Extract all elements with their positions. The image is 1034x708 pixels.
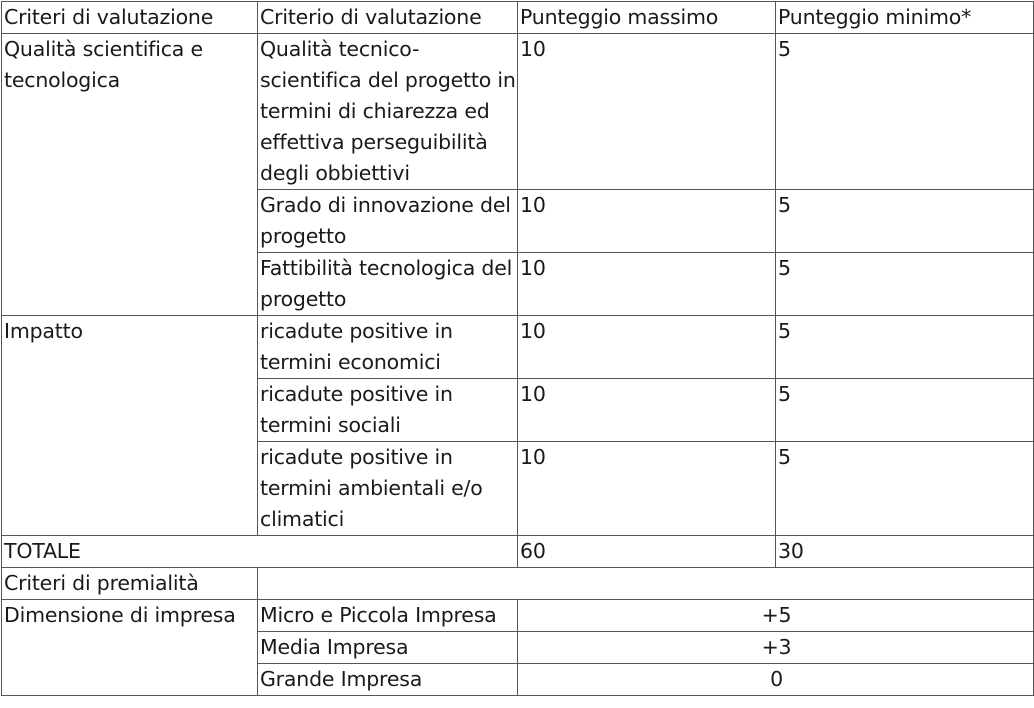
criterion-cell: ricadute positive in termini ambientali e/o climatici [258, 442, 518, 536]
table-row [2, 600, 1034, 632]
max-score-cell: 10 [518, 316, 776, 379]
premiality-label: Criteri di premialità [2, 568, 258, 600]
max-score-cell: 10 [518, 34, 776, 190]
criterion-cell: Fattibilità tecnologica del progetto [258, 253, 518, 316]
bonus-score: +5 [518, 600, 1034, 632]
company-size-label: Grande Impresa [258, 664, 518, 696]
total-row [2, 536, 1034, 568]
group-company-size: Dimensione di impresa [2, 600, 258, 696]
group-impact: Impatto [2, 316, 258, 536]
criterion-cell: ricadute positive in termini sociali [258, 379, 518, 442]
min-score-cell: 5 [776, 379, 1034, 442]
min-score-cell: 5 [776, 316, 1034, 379]
header-min-score: Punteggio minimo* [776, 2, 1034, 34]
min-score-cell: 5 [776, 190, 1034, 253]
bonus-score: +3 [518, 632, 1034, 664]
table-row [2, 34, 1034, 190]
criterion-cell: Grado di innovazione del progetto [258, 190, 518, 253]
max-score-cell: 10 [518, 379, 776, 442]
total-label: TOTALE [2, 536, 518, 568]
premiality-empty-cell [258, 568, 1034, 600]
criterion-cell: ricadute positive in termini economici [258, 316, 518, 379]
header-row [2, 2, 1034, 34]
max-score-cell: 10 [518, 190, 776, 253]
bonus-score: 0 [518, 664, 1034, 696]
table-row [2, 316, 1034, 379]
header-criterion: Criterio di valutazione [258, 2, 518, 34]
min-score-cell: 5 [776, 253, 1034, 316]
max-score-cell: 10 [518, 442, 776, 536]
company-size-label: Media Impresa [258, 632, 518, 664]
min-score-cell: 5 [776, 442, 1034, 536]
evaluation-criteria-table [1, 1, 1034, 696]
company-size-label: Micro e Piccola Impresa [258, 600, 518, 632]
total-max: 60 [518, 536, 776, 568]
premiality-row [2, 568, 1034, 600]
min-score-cell: 5 [776, 34, 1034, 190]
header-max-score: Punteggio massimo [518, 2, 776, 34]
group-scientific-quality: Qualità scientifica e tecnologica [2, 34, 258, 316]
total-min: 30 [776, 536, 1034, 568]
criterion-cell: Qualità tecnico-scientifica del progetto in termini di chiarezza ed effettiva perseguibilità degli obbiettivi [258, 34, 518, 190]
header-criteria: Criteri di valutazione [2, 2, 258, 34]
max-score-cell: 10 [518, 253, 776, 316]
